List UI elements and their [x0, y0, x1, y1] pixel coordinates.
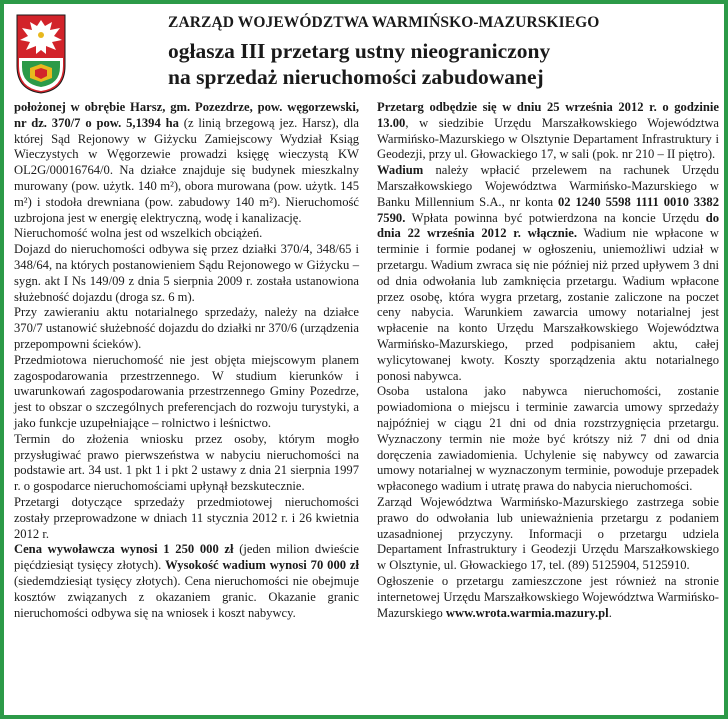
property-description — [14, 100, 359, 226]
website-link[interactable]: www.wrota.warmia.mazury.pl — [445, 605, 609, 620]
property-details: (z linią brzegową jez. Harsz), dla której Sąd Rejonowy w Giżycku Zamiejscowy Wydział Ksiąg Wieczystych w Węgorzewie prowadzi księgę wieczystą KW OL2G/00016764/0. Na działce znajduje się budynek mieszkalny murowany (pow. użytk. 140 m²), obora murowana (pow. użytk. 145 m²) i stodoła drewniana (pow. zabudowy 140 m²). Nieruchomość uzbrojona jest w energię elektryczną, wodę i kanalizację. — [14, 115, 359, 225]
encumbrance-note: Nieruchomość wolna jest od wszelkich obciążeń. — [14, 226, 263, 241]
deposit-confirmation: Wpłata powinna być potwierdzona na koncie Urzędu — [405, 210, 706, 225]
deposit-instructions: należy wpłacić przelewem na rachunek Urzędu Marszałkowskiego Województwa Warmińsko-Mazurskiego w Banku Millennium S.A., nr konta — [377, 163, 719, 209]
deposit-rules: Wadium nie wpłacone w terminie i formie podanej w ogłoszeniu, uniemożliwi udział w przetargu. Wadium zwraca się nie później niż przed upływem 3 dni od dnia odwołania lub zamknięcia przetargu. Wadium wpłacone przez osobę, która wygra przetarg, zostanie zaliczone na poczet ceny nabycia. Warunkiem zawarcia umowy notarialnej jest wpłacenie na konto Urzędu Marszałkowskiego Województwa Warmińsko-Mazurskiego, przed podpisaniem aktu, całej wylicytowanej kwoty. Koszty sporządzenia aktu notarialnego ponosi nabywca. — [377, 226, 719, 383]
bank-account-number: 02 1240 5598 1111 0010 3382 7590. — [377, 194, 719, 225]
previous-tenders-note: Przetargi dotyczące sprzedaży przedmiotowej nieruchomości zostały przeprowadzone w dniach 11 stycznia 2012 r. i 26 kwietnia 2012 r. — [14, 494, 359, 541]
price-paragraph — [14, 542, 359, 621]
zoning-note: Przedmiotowa nieruchomość nie jest objęta miejscowym planem zagospodarowania przestrzennego. W studium kierunków i uwarunkowań zagospodarowania przestrzennego Gminy Pozedrze, jest to obszar o szczególnych preferencjach do rozwoju turystyki, a jako funkcje uzupełniające – rolnictwo i leśnictwo. — [14, 352, 359, 430]
deposit-label: Wadium — [377, 163, 424, 178]
deposit-paragraph — [377, 163, 719, 384]
deposit-amount: Wysokość wadium wynosi 70 000 zł — [165, 558, 359, 573]
cancellation-and-contact-note: Zarząd Województwa Warmińsko-Mazurskiego zastrzega sobie prawo do odwołania lub unieważnienia przetargu z podaniem uzasadnionej przyczyny. Informacji o przetargu udziela Departament Infrastruktury i Geodezji Urzędu Marszałkowskiego w Olsztynie, ul. Głowackiego 17, tel. (89) 5125904, 5125910. — [377, 494, 719, 573]
tender-date: Przetarg odbędzie się w dniu 25 września 2012 r. o godzinie 13.00 — [377, 100, 719, 130]
title-line-2: na sprzedaż nieruchomości zabudowanej — [168, 65, 544, 89]
tender-date-paragraph — [377, 100, 719, 163]
buyer-notification-note: Osoba ustalona jako nabywca nieruchomości, zostanie powiadomiona o miejscu i terminie zawarcia umowy sprzedaży najpóźniej w ciągu 21 dni od dnia rozstrzygnięcia przetargu. Wyznaczony termin nie może być krótszy niż 7 dni od dnia doręczenia zawiadomienia. Uchylenie się nabywcy od zawarcia umowy notarialnej w wyznaczonym terminie, powoduje przepadek wpłaconego wadium i utratę prawa do nabycia nieruchomości. — [377, 384, 719, 494]
price-conditions: (siedemdziesiąt tysięcy złotych). Cena nieruchomości nie obejmuje kosztów związanych z okazaniem granic. Okazanie granic nieruchomości odbywa się na wniosek i koszt nabywcy. — [14, 573, 359, 620]
tender-location: , w siedzibie Urzędu Marszałkowskiego Województwa Warmińsko-Mazurskiego w Olsztynie Departament Infrastruktury i Geodezji, przy ul. Głowackiego 17, w sali (pok. nr 210 – II piętro). — [377, 115, 719, 162]
warmia-masuria-coat-of-arms-icon — [16, 14, 66, 94]
easement-note: Przy zawieraniu aktu notarialnego sprzedaży, należy na działce 370/7 ustanowić służebność dojazdu do działki nr 370/6 (urządzenia przepompowni ścieków). — [14, 305, 359, 351]
access-note: Dojazd do nieruchomości odbywa się przez działki 370/4, 348/65 i 348/64, na których postanowieniem Sądu Rejonowego w Giżycku – sygn. akt I Ns 149/09 z dnia 5 sierpnia 2009 r. została ustanowiona służebność dojazdu (droga sz. 6 m). — [14, 242, 359, 304]
announcement-title — [168, 38, 550, 90]
announcement-header — [8, 8, 728, 102]
preemption-note: Termin do złożenia wniosku przez osoby, którym mogło przysługiwać prawo pierwszeństwa w nabyciu nieruchomości na podstawie art. 34 ust. 1 pkt 1 i pkt 2 ustawy z dnia 21 sierpnia 1997 r. o gospodarce nieruchomościami upłynął bezskutecznie. — [14, 431, 359, 494]
website-intro: Ogłoszenie o przetargu zamieszczone jest również na stronie internetowej Urzędu Marszałkowskiego Województwa Warmińsko-Mazurskiego — [377, 573, 719, 620]
title-line-1: ogłasza III przetarg ustny nieograniczony — [168, 39, 551, 63]
starting-price: Cena wywoławcza wynosi 1 250 000 zł — [14, 542, 234, 557]
left-column — [14, 100, 359, 621]
property-location: położonej w obrębie Harsz, gm. Pozezdrze, pow. węgorzewski, nr dz. 370/7 o pow. 5,1394 ha — [14, 100, 359, 130]
right-column — [377, 100, 719, 621]
website-paragraph — [377, 574, 719, 621]
organization-name: ZARZĄD WOJEWÓDZTWA WARMIŃSKO-MAZURSKIEGO — [168, 14, 600, 31]
deposit-deadline: do dnia 22 września 2012 r. włącznie. — [377, 210, 719, 241]
website-period: . — [608, 605, 612, 620]
starting-price-words: (jeden milion dwieście pięćdziesiąt tysięcy złotych). — [14, 542, 359, 573]
